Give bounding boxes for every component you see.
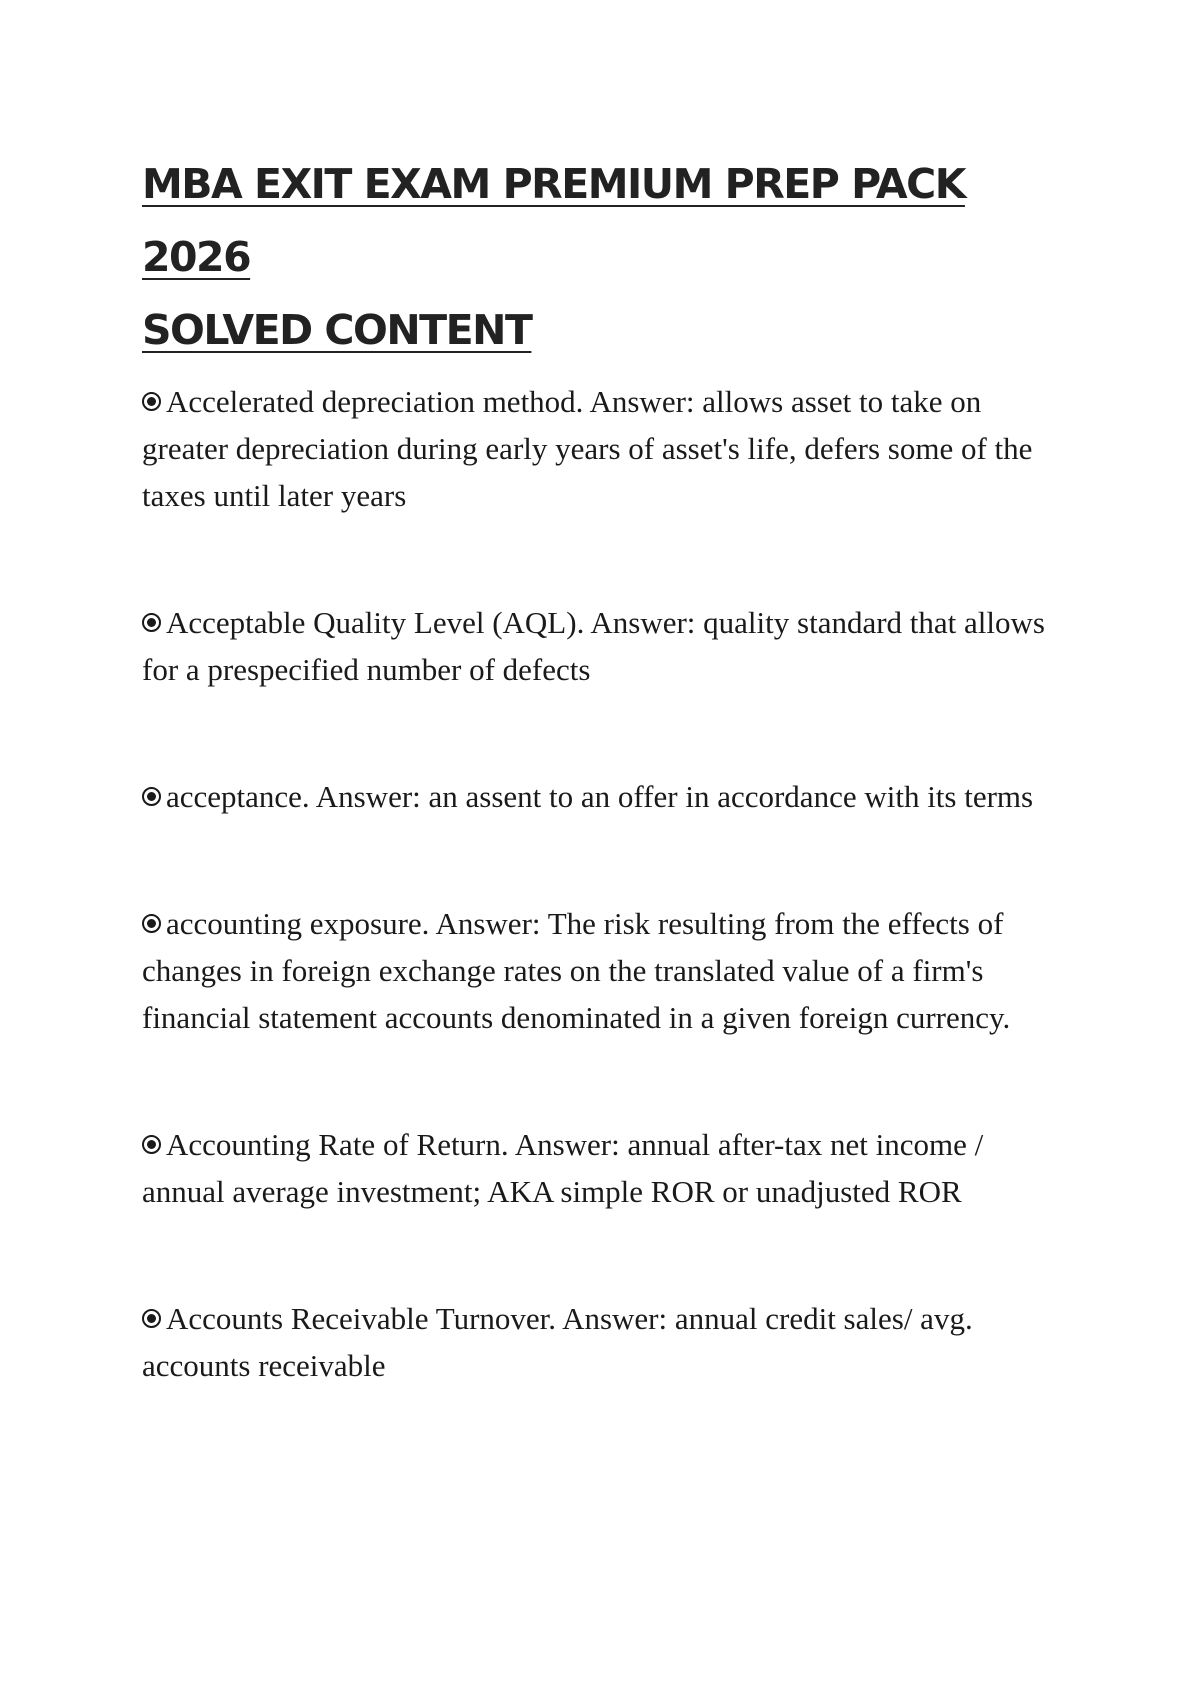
answer-label: Answer: <box>562 1301 668 1336</box>
answer-label: Answer: <box>514 1127 620 1162</box>
entry-term: Accelerated depreciation method. <box>166 384 584 419</box>
radio-bullet-icon <box>142 787 161 806</box>
list-item <box>142 900 1062 1041</box>
answer-label: Answer: <box>590 605 696 640</box>
entry-list <box>142 378 1062 1389</box>
title-line-1: MBA EXIT EXAM PREMIUM PREP PACK 2026 <box>142 160 965 281</box>
radio-bullet-icon <box>142 914 161 933</box>
entry-term: accounting exposure. <box>166 906 430 941</box>
entry-term: Accounts Receivable Turnover. <box>166 1301 557 1336</box>
list-item <box>142 378 1062 519</box>
entry-answer: an assent to an offer in accordance with its terms <box>428 779 1034 814</box>
list-item <box>142 599 1062 693</box>
radio-bullet-icon <box>142 613 161 632</box>
entry-answer: allows asset to take on greater depreciation during early years of asset's life, defers some of the taxes until later years <box>142 384 1033 513</box>
entry-answer: The risk resulting from the effects of changes in foreign exchange rates on the translated value of a firm's financial statement accounts denominated in a given foreign currency. <box>142 906 1011 1035</box>
entry-answer: annual credit sales/ avg. accounts receivable <box>142 1301 973 1383</box>
entry-term: Accounting Rate of Return. <box>166 1127 509 1162</box>
entry-answer: annual after-tax net income / annual average investment; AKA simple ROR or unadjusted ROR <box>142 1127 984 1209</box>
entry-term: acceptance. <box>166 779 310 814</box>
list-item <box>142 1121 1062 1215</box>
radio-bullet-icon <box>142 1135 161 1154</box>
answer-label: Answer: <box>435 906 541 941</box>
list-item <box>142 1295 1062 1389</box>
answer-label: Answer: <box>315 779 421 814</box>
title-line-2: SOLVED CONTENT <box>142 306 532 354</box>
radio-bullet-icon <box>142 392 161 411</box>
page-title <box>142 148 1062 367</box>
list-item <box>142 773 1062 820</box>
entry-term: Acceptable Quality Level (AQL). <box>166 605 585 640</box>
answer-label: Answer: <box>589 384 695 419</box>
entry-answer: quality standard that allows for a prespecified number of defects <box>142 605 1045 687</box>
radio-bullet-icon <box>142 1309 161 1328</box>
